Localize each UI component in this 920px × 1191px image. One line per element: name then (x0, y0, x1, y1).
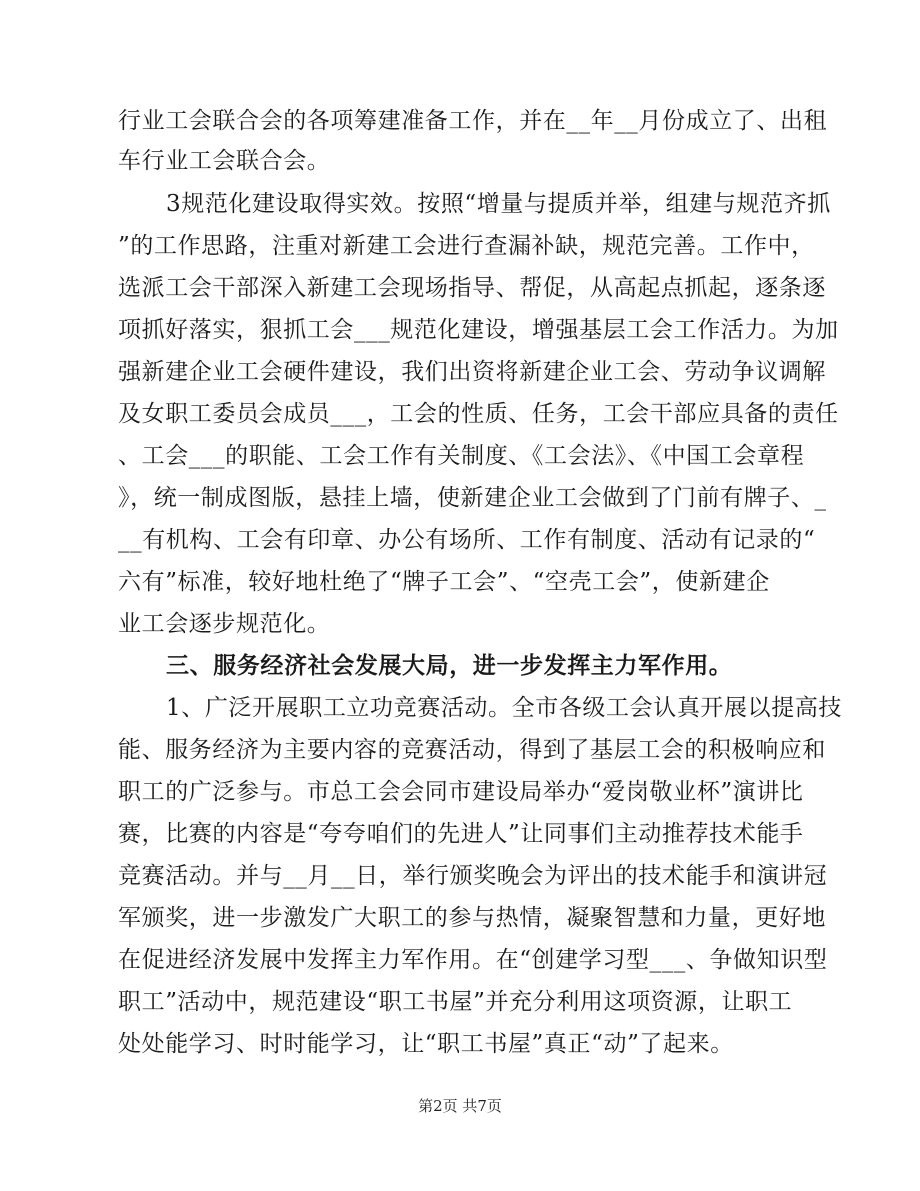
document-page: 行业工会联合会的各项筹建准备工作，并在__年__月份成立了、出租 车行业工会联合会。 3规范化建设取得实效。按照“增量与提质并举，组建与规范齐抓 ”的工作思路，注重对新建工会进行查漏补缺，规范完善。工作中， 选派工会干部深入新建工会现场指导、帮促，从高起点抓起，逐条逐 项抓好落实，狠抓工会___规范化建设，增强基层工会工作活力。为加 强新建企业工会硬件建设，我们出资将新建企业工会、劳动争议调解 及女职工委员会成员___，工会的性质、任务，工会干部应具备的责任 、工会___的职能、工会工作有关制度、《工会法》、《中国工会章程 》，统一制成图版，悬挂上墙，使新建企业工会做到了门前有牌子、_ __有机构、工会有印章、办公有场所、工作有制度、活动有记录的“ 六有”标准，较好地杜绝了“牌子工会”、“空壳工会”，使新建企 业工会逐步规范化。 三、服务经济社会发展大局，进一步发挥主力军作用。 1、广泛开展职工立功竞赛活动。全市各级工会认真开展以提高技 能、服务经济为主要内容的竞赛活动，得到了基层工会的积极响应和 职工的广泛参与。市总工会会同市建设局举办“爱岗敬业杯”演讲比 赛，比赛的内容是“夸夸咱们的先进人”让同事们主动推荐技术能手 竞赛活动。并与__月__日，举行颁奖晚会为评出的技术能手和演讲冠 军颁奖，进一步激发广大职工的参与热情，凝聚智慧和力量，更好地 在促进经济发展中发挥主力军作用。在“创建学习型___、争做知识型 职工”活动中，规范建设“职工书屋”并充分利用这项资源，让职工 处处能学习、时时能学习，让“职工书屋”真正“动”了起来。 第2页 共7页 (0, 0, 920, 1191)
page-number: 第2页 共7页 (418, 1097, 502, 1115)
